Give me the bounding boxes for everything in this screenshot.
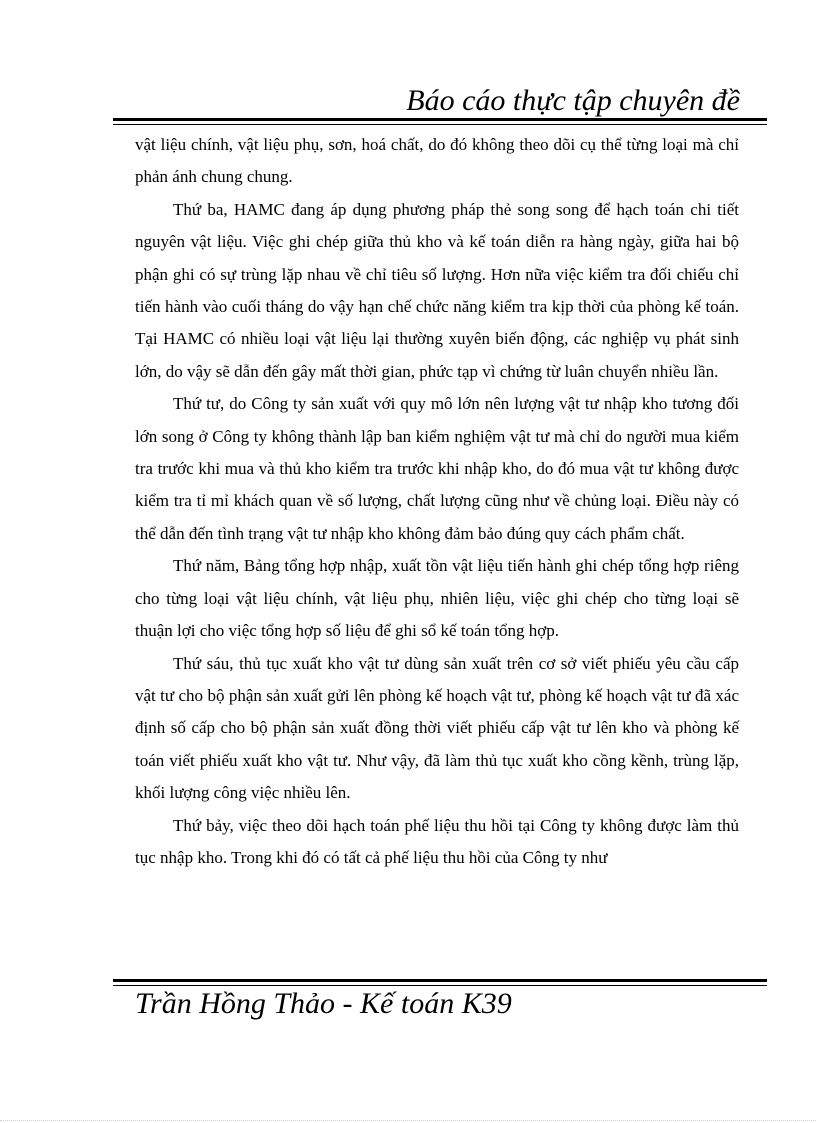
paragraph-thu-nam: Thứ năm, Bảng tổng hợp nhập, xuất tồn vật liệu tiến hành ghi chép tổng hợp riêng cho từng loại vật liệu chính, vật liệu phụ, nhiên liệu, việc ghi chép cho từng loại sẽ thuận lợi cho việc tổng hợp số liệu để ghi sổ kế toán tổng hợp. <box>135 556 739 641</box>
header-rule-thin <box>113 124 767 125</box>
paragraph-thu-bay: Thứ bảy, việc theo dõi hạch toán phế liệu thu hồi tại Công ty không được làm thủ tục nhập kho. Trong khi đó có tất cả phế liệu thu hồi của Công ty như <box>135 815 739 867</box>
paragraph-thu-ba: Thứ ba, HAMC đang áp dụng phương pháp thẻ song song để hạch toán chi tiết nguyên vật liệu. Việc ghi chép giữa thủ kho và kế toán diễn ra hàng ngày, giữa hai bộ phận ghi có sự trùng lặp nhau về chỉ tiêu số lượng. Hơn nữa việc kiểm tra đối chiếu chỉ tiến hành vào cuối tháng do vậy hạn chế chức năng kiểm tra kịp thời của phòng kế toán. Tại HAMC có nhiều loại vật liệu lại thường xuyên biến động, các nghiệp vụ phát sinh lớn, do vậy sẽ dẫn đến gây mất thời gian, phức tạp vì chứng từ luân chuyển nhiều lần. <box>135 199 739 381</box>
paragraph-continuation: vật liệu chính, vật liệu phụ, sơn, hoá chất, do đó không theo dõi cụ thể từng loại mà chỉ phản ánh chung chung. <box>135 135 739 187</box>
footer-rule-thick <box>113 979 767 982</box>
header-title: Báo cáo thực tập chuyên đề <box>406 84 740 117</box>
page-edge <box>0 1120 816 1121</box>
footer-author: Trần Hồng Thảo - Kế toán K39 <box>135 987 512 1020</box>
body-text <box>135 129 739 874</box>
paragraph-thu-tu: Thứ tư, do Công ty sản xuất với quy mô lớn nên lượng vật tư nhập kho tương đối lớn song ở Công ty không thành lập ban kiểm nghiệm vật tư mà chỉ do người mua kiểm tra trước khi mua và thủ kho kiểm tra trước khi nhập kho, do đó mua vật tư không được kiểm tra tỉ mỉ khách quan về số lượng, chất lượng cũng như về chủng loại. Điều này có thể dẫn đến tình trạng vật tư nhập kho không đảm bảo đúng quy cách phẩm chất. <box>135 394 739 543</box>
paragraph-thu-sau: Thứ sáu, thủ tục xuất kho vật tư dùng sản xuất trên cơ sở viết phiếu yêu cầu cấp vật tư cho bộ phận sản xuất gửi lên phòng kế hoạch vật tư, phòng kế hoạch vật tư đã xác định số cấp cho bộ phận sản xuất đồng thời viết phiếu cấp vật tư lên kho và phòng kế toán viết phiếu xuất kho vật tư. Như vậy, đã làm thủ tục xuất kho cồng kềnh, trùng lặp, khối lượng công việc nhiều lên. <box>135 653 739 803</box>
header-rule-thick <box>113 118 767 121</box>
